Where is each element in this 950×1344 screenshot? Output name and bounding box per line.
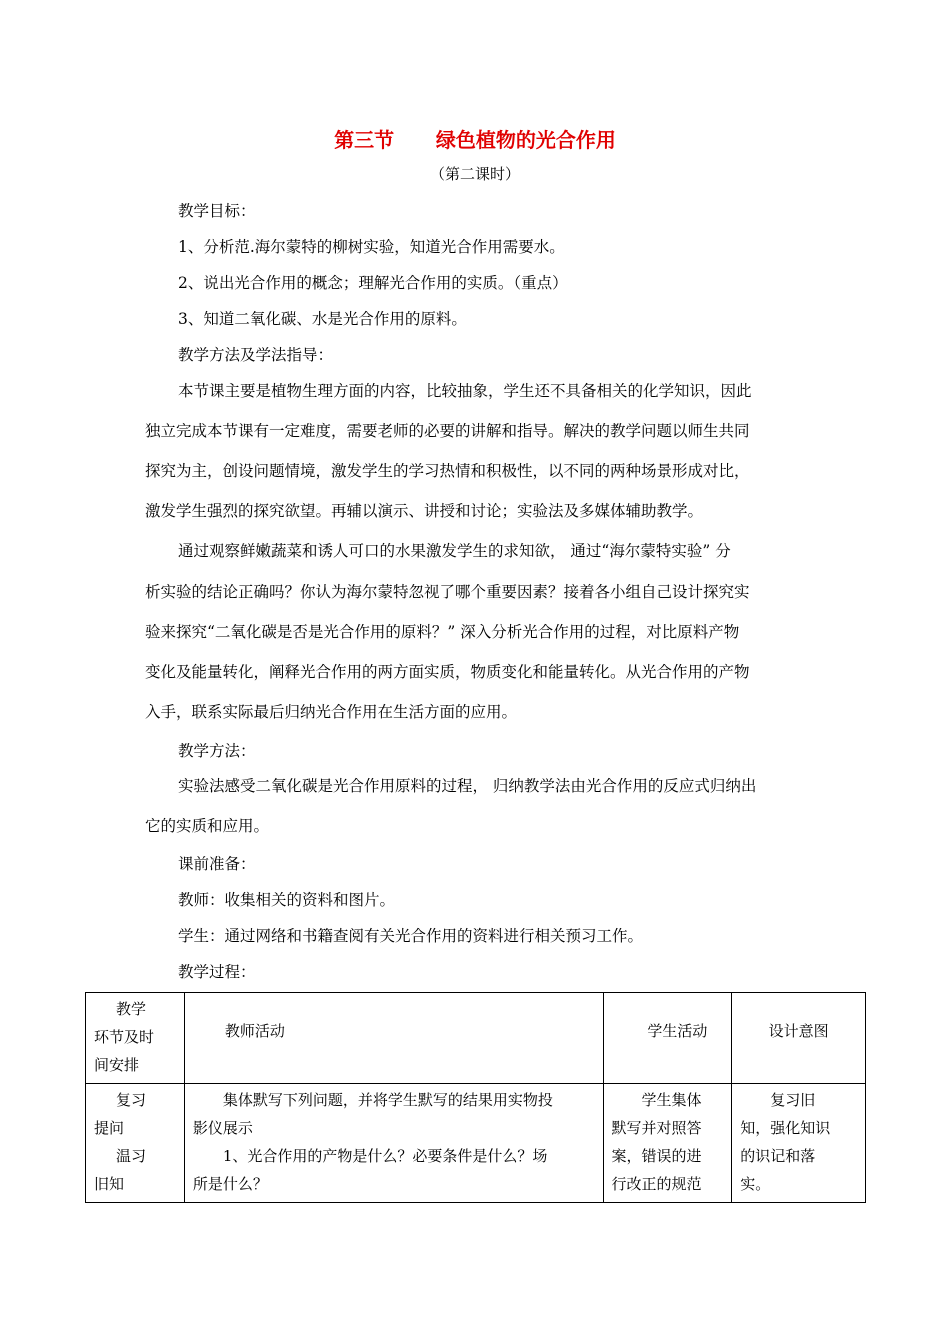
paragraph-line: 探究为主，创设问题情境，激发学生的学习热情和积极性，以不同的两种场景形成对比， [145, 462, 750, 480]
page-subtitle: （第二课时） [429, 165, 520, 183]
header-text: 设计意图 [768, 1022, 829, 1040]
cell-text: 提问 [94, 1119, 125, 1137]
section-heading-methods-guidance: 教学方法及学法指导： [178, 346, 334, 364]
section-heading-preparation: 课前准备： [178, 855, 256, 873]
cell-text: 温习 [116, 1147, 147, 1165]
cell-text: 复习 [116, 1091, 147, 1109]
paragraph-line: 变化及能量转化，阐释光合作用的两方面实质，物质变化和能量转化。从光合作用的产物 [145, 663, 750, 681]
header-text: 间安排 [94, 1056, 140, 1074]
cell-text: 集体默写下列问题，并将学生默写的结果用实物投 [222, 1091, 553, 1109]
objective-1: 1、分析范.海尔蒙特的柳树实验，知道光合作用需要水。 [178, 238, 565, 256]
cell-text: 1、光合作用的产物是什么？必要条件是什么？场 [222, 1147, 548, 1165]
cell-text: 知，强化知识 [740, 1119, 831, 1137]
paragraph-line: 验来探究“二氧化碳是否是光合作用的原料？” 深入分析光合作用的过程，对比原料产物 [145, 623, 740, 641]
paragraph-line: 本节课主要是植物生理方面的内容，比较抽象，学生还不具备相关的化学知识，因此 [178, 382, 752, 400]
table-header-row [86, 993, 866, 1084]
cell-text: 实。 [740, 1175, 771, 1193]
header-cell-segment [86, 993, 185, 1084]
paragraph-line: 独立完成本节课有一定难度，需要老师的必要的讲解和指导。解决的教学问题以师生共同 [145, 422, 750, 440]
row-cell-teacher [184, 1084, 603, 1203]
header-text: 教师活动 [224, 1022, 285, 1040]
paragraph-line: 实验法感受二氧化碳是光合作用原料的过程， 归纳教学法由光合作用的反应式归纳出 [178, 777, 757, 795]
preparation-teacher: 教师：收集相关的资料和图片。 [178, 891, 396, 909]
cell-text: 的识记和落 [740, 1147, 816, 1165]
header-cell-student [603, 993, 732, 1084]
section-heading-process: 教学过程： [178, 963, 256, 981]
cell-text: 所是什么？ [192, 1175, 268, 1193]
header-text: 教学 [116, 1000, 147, 1018]
cell-text: 学生集体 [641, 1091, 702, 1109]
section-heading-objectives: 教学目标： [178, 202, 256, 220]
header-cell-teacher [184, 993, 603, 1084]
paragraph-line: 激发学生强烈的探究欲望。再辅以演示、讲授和讨论；实验法及多媒体辅助教学。 [145, 502, 704, 520]
objective-2: 2、说出光合作用的概念；理解光合作用的实质。（重点） [178, 274, 568, 292]
row-cell-student [603, 1084, 732, 1203]
header-text: 环节及时 [94, 1028, 155, 1046]
paragraph-line: 通过观察鲜嫩蔬菜和诱人可口的水果激发学生的求知欲， 通过“海尔蒙特实验” 分 [178, 542, 731, 560]
cell-text: 旧知 [94, 1175, 125, 1193]
lesson-plan-table [85, 992, 866, 1203]
table-row [86, 1084, 866, 1203]
paragraph-line: 析实验的结论正确吗？你认为海尔蒙特忽视了哪个重要因素？接着各小组自己设计探究实 [145, 583, 750, 601]
row-cell-segment [86, 1084, 185, 1203]
page-title: 第三节 绿色植物的光合作用 [334, 128, 616, 152]
row-cell-intent [732, 1084, 866, 1203]
section-heading-teaching-method: 教学方法： [178, 742, 256, 760]
cell-text: 案，错误的进 [611, 1147, 702, 1165]
paragraph-line: 入手，联系实际最后归纳光合作用在生活方面的应用。 [145, 703, 518, 721]
cell-text: 影仪展示 [192, 1119, 253, 1137]
header-text: 学生活动 [647, 1022, 708, 1040]
cell-text: 默写并对照答 [611, 1119, 702, 1137]
objective-3: 3、知道二氧化碳、水是光合作用的原料。 [178, 310, 467, 328]
preparation-student: 学生：通过网络和书籍查阅有关光合作用的资料进行相关预习工作。 [178, 927, 644, 945]
cell-text: 复习旧 [770, 1091, 816, 1109]
cell-text: 行改正的规范 [611, 1175, 702, 1193]
header-cell-intent [732, 993, 866, 1084]
paragraph-line: 它的实质和应用。 [145, 817, 270, 835]
